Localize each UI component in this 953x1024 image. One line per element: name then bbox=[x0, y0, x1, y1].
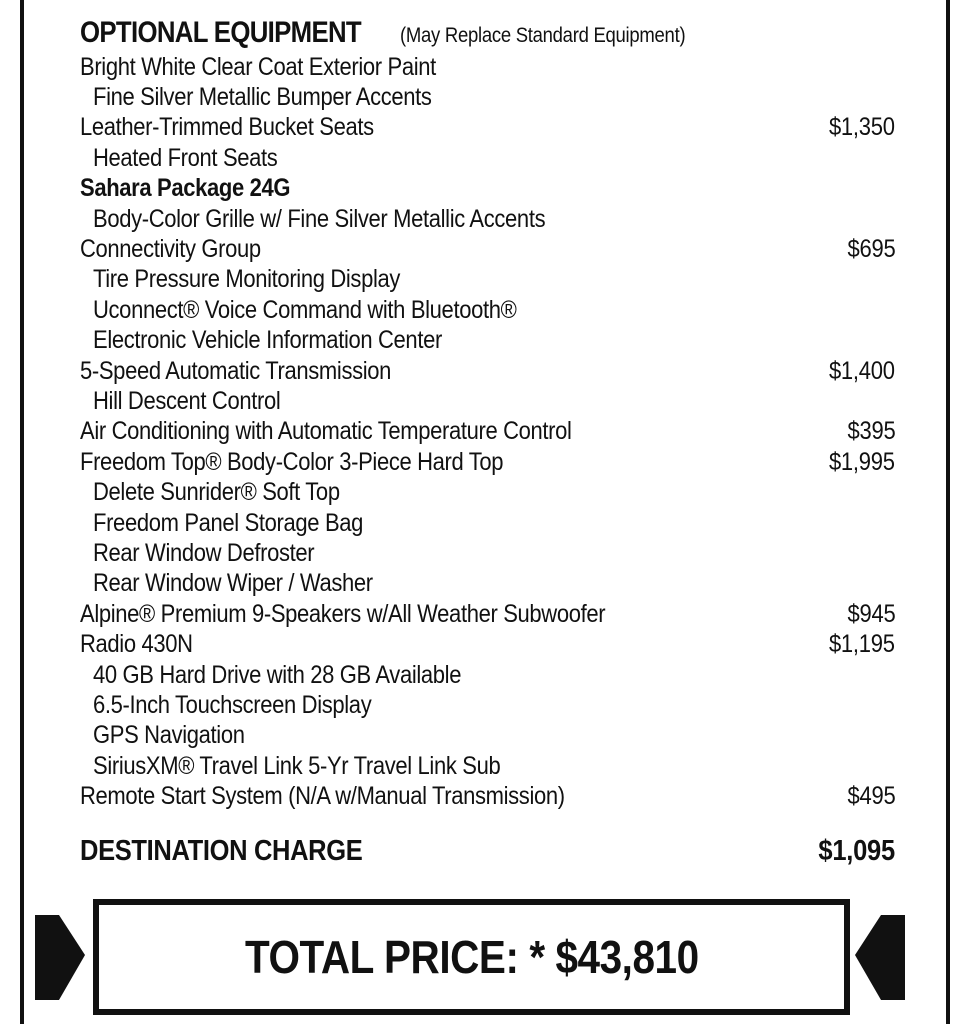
equipment-sub-item bbox=[80, 204, 895, 234]
equipment-sub-item bbox=[80, 386, 895, 416]
equipment-item bbox=[80, 234, 895, 264]
equipment-sub-item bbox=[80, 538, 895, 568]
total-price: TOTAL PRICE: * $43,810 bbox=[244, 931, 699, 983]
equipment-label: Freedom Panel Storage Bag bbox=[93, 508, 364, 537]
equipment-label: Fine Silver Metallic Bumper Accents bbox=[93, 83, 432, 112]
equipment-label: Delete Sunrider® Soft Top bbox=[93, 478, 340, 507]
arrow-right-pointer-icon bbox=[35, 905, 85, 1005]
equipment-item bbox=[80, 417, 895, 447]
equipment-label: Connectivity Group bbox=[80, 235, 261, 264]
equipment-item bbox=[80, 52, 895, 82]
equipment-label: Rear Window Wiper / Washer bbox=[93, 569, 373, 598]
equipment-label: Radio 430N bbox=[80, 630, 193, 659]
right-border-line bbox=[946, 0, 950, 1024]
equipment-item bbox=[80, 629, 895, 659]
equipment-sub-item bbox=[80, 721, 895, 751]
equipment-label: Remote Start System (N/A w/Manual Transmission) bbox=[80, 782, 565, 811]
left-border-line bbox=[20, 0, 24, 1024]
equipment-sub-item bbox=[80, 265, 895, 295]
equipment-label: Tire Pressure Monitoring Display bbox=[93, 265, 401, 294]
equipment-price: $1,400 bbox=[829, 356, 895, 385]
equipment-item bbox=[80, 356, 895, 386]
equipment-label: Electronic Vehicle Information Center bbox=[93, 326, 442, 355]
equipment-sub-item bbox=[80, 751, 895, 781]
equipment-sub-item bbox=[80, 326, 895, 356]
equipment-label: 5-Speed Automatic Transmission bbox=[80, 356, 392, 385]
equipment-item bbox=[80, 781, 895, 811]
equipment-label: Air Conditioning with Automatic Temperature Control bbox=[80, 417, 572, 446]
section-title: OPTIONAL EQUIPMENT bbox=[80, 16, 361, 49]
equipment-sub-item bbox=[80, 295, 895, 325]
equipment-item bbox=[80, 174, 895, 204]
equipment-sub-item bbox=[80, 690, 895, 720]
equipment-sub-item bbox=[80, 569, 895, 599]
equipment-item bbox=[80, 599, 895, 629]
equipment-label: Freedom Top® Body-Color 3-Piece Hard Top bbox=[80, 447, 504, 476]
equipment-label: Bright White Clear Coat Exterior Paint bbox=[80, 52, 436, 81]
optional-equipment-section bbox=[80, 16, 895, 872]
section-note: (May Replace Standard Equipment) bbox=[400, 24, 686, 47]
equipment-sub-item bbox=[80, 82, 895, 112]
equipment-label: Sahara Package 24G bbox=[80, 174, 291, 203]
equipment-sub-item bbox=[80, 143, 895, 173]
equipment-price: $395 bbox=[847, 417, 895, 446]
equipment-sub-item bbox=[80, 477, 895, 507]
equipment-label: 40 GB Hard Drive with 28 GB Available bbox=[93, 660, 462, 689]
equipment-price: $1,195 bbox=[829, 630, 895, 659]
destination-charge-row bbox=[80, 832, 895, 872]
equipment-price: $1,995 bbox=[829, 447, 895, 476]
equipment-label: Hill Descent Control bbox=[93, 386, 281, 415]
equipment-price: $495 bbox=[847, 782, 895, 811]
equipment-list bbox=[80, 52, 895, 812]
total-price-box bbox=[93, 899, 850, 1015]
equipment-sub-item bbox=[80, 508, 895, 538]
equipment-label: Leather-Trimmed Bucket Seats bbox=[80, 113, 374, 142]
section-heading bbox=[80, 16, 895, 52]
equipment-item bbox=[80, 447, 895, 477]
equipment-label: GPS Navigation bbox=[93, 721, 245, 750]
equipment-price: $945 bbox=[847, 599, 895, 628]
equipment-label: Body-Color Grille w/ Fine Silver Metallic Accents bbox=[93, 204, 546, 233]
equipment-label: Heated Front Seats bbox=[93, 143, 278, 172]
equipment-label: SiriusXM® Travel Link 5-Yr Travel Link Sub bbox=[93, 751, 501, 780]
equipment-label: Rear Window Defroster bbox=[93, 538, 315, 567]
equipment-label: 6.5-Inch Touchscreen Display bbox=[93, 690, 372, 719]
equipment-sub-item bbox=[80, 660, 895, 690]
equipment-label: Uconnect® Voice Command with Bluetooth® bbox=[93, 295, 517, 324]
arrow-left-pointer-icon bbox=[855, 905, 905, 1005]
equipment-price: $695 bbox=[847, 235, 895, 264]
equipment-item bbox=[80, 113, 895, 143]
equipment-label: Alpine® Premium 9-Speakers w/All Weather Subwoofer bbox=[80, 599, 606, 628]
equipment-price: $1,350 bbox=[829, 113, 895, 142]
destination-charge-price: $1,095 bbox=[818, 835, 895, 868]
destination-charge-label: DESTINATION CHARGE bbox=[80, 835, 363, 868]
